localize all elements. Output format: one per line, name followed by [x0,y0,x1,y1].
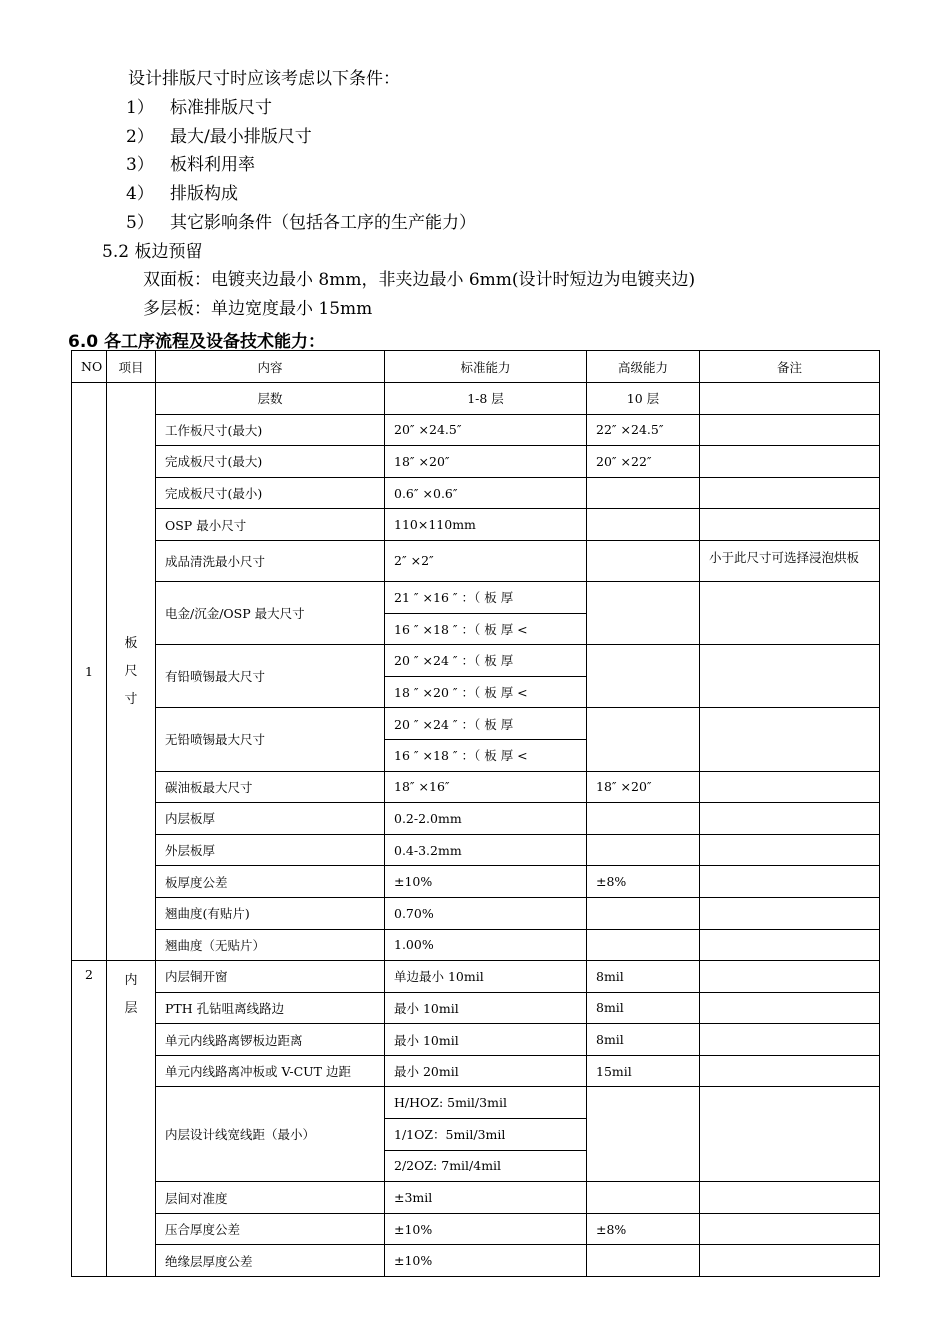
row-content: 内层铜开窗 [156,961,385,993]
row-note [700,414,880,446]
row-standard: ±3mil [385,1182,587,1214]
row-content: 层数 [156,383,385,415]
row-content: OSP 最小尺寸 [156,509,385,541]
row-note: 小于此尺寸可选择浸泡烘板 [700,540,880,581]
table-row [72,645,880,677]
row-standard: 18 ″ ×20 ″ ：（ 板 厚 < [385,676,587,708]
row-note [700,509,880,541]
row-note [700,803,880,835]
row-note [700,446,880,478]
table-row [72,477,880,509]
row-content: 翘曲度（无贴片） [156,929,385,961]
row-content: 碳油板最大尺寸 [156,771,385,803]
row-standard: 最小 10mil [385,1024,587,1056]
group-item: 内层 [107,961,156,1277]
row-note [700,1182,880,1214]
row-content: 层间对准度 [156,1182,385,1214]
table-row [72,1245,880,1277]
table-row [72,509,880,541]
row-content: 单元内线路离冲板或 V-CUT 边距 [156,1055,385,1087]
row-advanced [587,1087,700,1182]
row-content: 成品清洗最小尺寸 [156,540,385,581]
row-standard: 21 ″ ×16 ″ ：（ 板 厚 [385,581,587,613]
row-note [700,1213,880,1245]
table-row [72,1182,880,1214]
row-content: 电金/沉金/OSP 最大尺寸 [156,581,385,644]
row-advanced: ±8% [587,866,700,898]
row-content: 内层设计线宽线距（最小） [156,1087,385,1182]
row-standard: 最小 10mil [385,992,587,1024]
row-content: 工作板尺寸(最大) [156,414,385,446]
row-note [700,383,880,415]
row-advanced: 8mil [587,992,700,1024]
table-row [72,383,880,415]
table-row [72,1055,880,1087]
list-item: 3） 板料利用率 [126,155,255,175]
row-standard: 2/2OZ: 7mil/4mil [385,1150,587,1182]
row-note [700,771,880,803]
row-note [700,645,880,708]
header-standard: 标准能力 [385,351,587,383]
row-note [700,708,880,771]
row-note [700,897,880,929]
row-content: 压合厚度公差 [156,1213,385,1245]
table-row [72,834,880,866]
group-item: 板尺寸 [107,383,156,961]
row-content: 内层板厚 [156,803,385,835]
row-advanced [587,834,700,866]
table-row [72,866,880,898]
row-standard: 1/1OZ：5mil/3mil [385,1119,587,1151]
table-row [72,581,880,613]
row-standard: 0.2-2.0mm [385,803,587,835]
row-standard: 0.6″ ×0.6″ [385,477,587,509]
list-item: 5） 其它影响条件（包括各工序的生产能力） [126,213,476,233]
multilayer-note: 多层板：单边宽度最小 15mm [143,299,373,319]
row-advanced: 10 层 [587,383,700,415]
capability-table [71,350,880,1277]
row-advanced: 15mil [587,1055,700,1087]
row-note [700,581,880,644]
row-standard: ±10% [385,866,587,898]
row-standard: 最小 20mil [385,1055,587,1087]
row-note [700,961,880,993]
row-advanced [587,581,700,644]
header-no: NO [72,351,107,383]
row-content: 单元内线路离锣板边距离 [156,1024,385,1056]
double-sided-note: 双面板：电镀夹边最小 8mm，非夹边最小 6mm(设计时短边为电镀夹边) [143,270,696,290]
group-no: 1 [72,383,107,961]
row-standard: 16 ″ ×18 ″ ：（ 板 厚 < [385,739,587,771]
row-note [700,866,880,898]
row-advanced [587,1245,700,1277]
row-note [700,1055,880,1087]
row-advanced [587,645,700,708]
row-content: PTH 孔钻咀离线路边 [156,992,385,1024]
table-row [72,897,880,929]
row-advanced [587,708,700,771]
table-row [72,540,880,581]
row-advanced [587,929,700,961]
table-row [72,771,880,803]
row-advanced [587,509,700,541]
row-advanced [587,803,700,835]
table-row [72,1213,880,1245]
row-note [700,477,880,509]
row-note [700,1087,880,1182]
list-item: 4） 排版构成 [126,184,238,204]
row-advanced: ±8% [587,1213,700,1245]
row-standard: 18″ ×20″ [385,446,587,478]
row-advanced [587,540,700,581]
table-row [72,414,880,446]
row-content: 板厚度公差 [156,866,385,898]
row-content: 有铅喷锡最大尺寸 [156,645,385,708]
row-content: 外层板厚 [156,834,385,866]
row-content: 完成板尺寸(最小) [156,477,385,509]
row-advanced [587,1182,700,1214]
table-row [72,961,880,993]
row-content: 翘曲度(有贴片) [156,897,385,929]
row-standard: 1-8 层 [385,383,587,415]
table-row [72,1024,880,1056]
row-advanced: 8mil [587,961,700,993]
row-advanced [587,477,700,509]
row-note [700,992,880,1024]
header-item: 项目 [107,351,156,383]
row-standard: 20″ ×24.5″ [385,414,587,446]
row-advanced: 18″ ×20″ [587,771,700,803]
list-item: 1） 标准排版尺寸 [126,98,272,118]
intro-lead: 设计排版尺寸时应该考虑以下条件： [128,69,400,89]
table-row [72,446,880,478]
row-standard: H/HOZ: 5mil/3mil [385,1087,587,1119]
table-row [72,1087,880,1119]
table-header-row [72,351,880,383]
row-advanced: 22″ ×24.5″ [587,414,700,446]
row-standard: 18″ ×16″ [385,771,587,803]
row-standard: 1.00% [385,929,587,961]
list-item: 2） 最大/最小排版尺寸 [126,127,312,147]
row-advanced [587,897,700,929]
row-standard: 20 ″ ×24 ″ ：（ 板 厚 [385,708,587,740]
table-row [72,992,880,1024]
row-standard: ±10% [385,1245,587,1277]
row-content: 无铅喷锡最大尺寸 [156,708,385,771]
group-no: 2 [72,961,107,1277]
row-standard: 单边最小 10mil [385,961,587,993]
row-note [700,929,880,961]
row-advanced: 20″ ×22″ [587,446,700,478]
row-content: 绝缘层厚度公差 [156,1245,385,1277]
row-note [700,1024,880,1056]
row-standard: 2″ ×2″ [385,540,587,581]
row-standard: 0.4-3.2mm [385,834,587,866]
row-advanced: 8mil [587,1024,700,1056]
section-title: 5.2 板边预留 [102,242,203,262]
row-note [700,834,880,866]
table-row [72,929,880,961]
row-standard: 20 ″ ×24 ″ ：（ 板 厚 [385,645,587,677]
table-row [72,803,880,835]
table-row [72,708,880,740]
row-standard: 0.70% [385,897,587,929]
row-content: 完成板尺寸(最大) [156,446,385,478]
row-note [700,1245,880,1277]
row-standard: 16 ″ ×18 ″ ：（ 板 厚 < [385,613,587,645]
header-advanced: 高级能力 [587,351,700,383]
row-standard: ±10% [385,1213,587,1245]
header-content: 内容 [156,351,385,383]
page-heading: 6.0 各工序流程及设备技术能力： [68,332,326,352]
row-standard: 110×110mm [385,509,587,541]
header-note: 备注 [700,351,880,383]
